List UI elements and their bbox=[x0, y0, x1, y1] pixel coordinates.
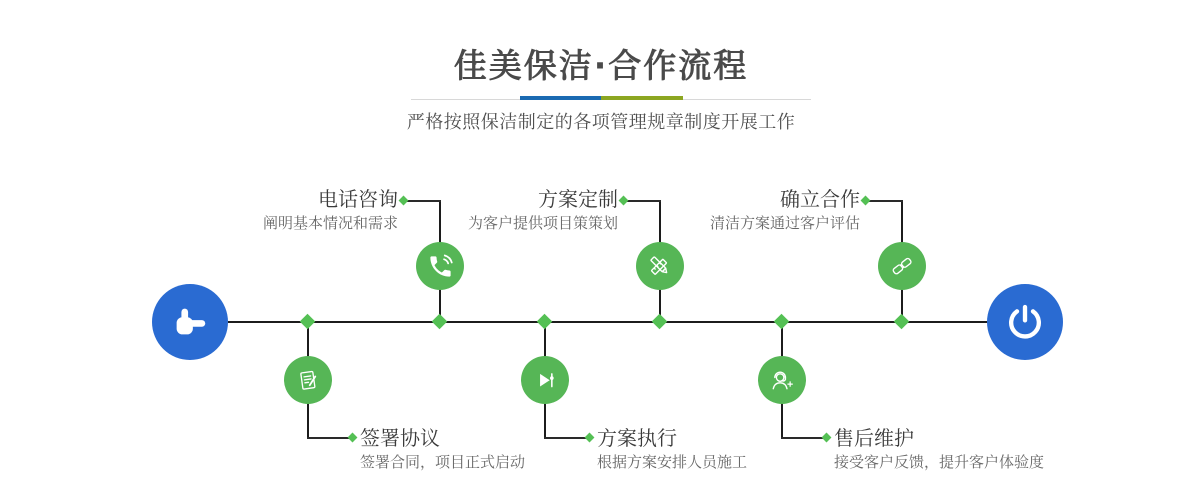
handshake-icon bbox=[887, 251, 917, 281]
step-title: 确立合作 bbox=[780, 187, 860, 211]
step-node-handshake bbox=[878, 242, 926, 290]
step-label-execute bbox=[597, 428, 747, 470]
timeline-line bbox=[228, 321, 988, 323]
timeline-diamond bbox=[432, 314, 448, 330]
label-diamond bbox=[348, 433, 358, 443]
step-title: 方案定制 bbox=[538, 187, 618, 211]
connector-line bbox=[406, 200, 441, 202]
step-node-design bbox=[636, 242, 684, 290]
step-desc: 清洁方案通过客户评估 bbox=[709, 214, 860, 232]
timeline-diamond bbox=[652, 314, 668, 330]
label-diamond bbox=[399, 196, 409, 206]
timeline-diamond bbox=[537, 314, 553, 330]
timeline-start-circle bbox=[152, 284, 228, 360]
phone-icon bbox=[427, 253, 454, 280]
label-diamond bbox=[585, 433, 595, 443]
connector-line bbox=[626, 200, 661, 202]
headset-agent-icon bbox=[767, 365, 797, 395]
timeline-diamond bbox=[300, 314, 316, 330]
connector-line bbox=[868, 200, 903, 202]
label-diamond bbox=[822, 433, 832, 443]
timeline-end-circle bbox=[987, 284, 1063, 360]
step-desc: 阐明基本情况和需求 bbox=[262, 214, 398, 232]
hand-point-icon bbox=[169, 301, 211, 343]
step-node-contract bbox=[284, 356, 332, 404]
label-diamond bbox=[619, 196, 629, 206]
divider-accent-blue bbox=[520, 96, 601, 100]
divider-accent-green bbox=[601, 96, 683, 100]
power-icon bbox=[1005, 302, 1045, 342]
play-slider-icon bbox=[531, 366, 560, 395]
label-diamond bbox=[861, 196, 871, 206]
step-desc: 为客户提供项目策策划 bbox=[467, 214, 618, 232]
step-title: 售后维护 bbox=[834, 426, 914, 450]
design-tools-icon bbox=[645, 251, 675, 281]
step-label-handshake bbox=[710, 189, 860, 231]
step-title: 签署协议 bbox=[360, 426, 440, 450]
timeline-diamond bbox=[774, 314, 790, 330]
contract-icon bbox=[294, 366, 323, 395]
step-label-design bbox=[468, 189, 618, 231]
step-node-execute bbox=[521, 356, 569, 404]
step-label-phone bbox=[263, 189, 398, 231]
step-desc: 接受客户反馈，提升客户体验度 bbox=[834, 453, 1045, 471]
connector-line bbox=[307, 437, 349, 439]
step-title: 方案执行 bbox=[597, 426, 677, 450]
step-node-phone bbox=[416, 242, 464, 290]
connector-line bbox=[781, 437, 823, 439]
step-desc: 根据方案安排人员施工 bbox=[597, 453, 748, 471]
step-label-aftersale bbox=[834, 428, 1044, 470]
step-title: 电话咨询 bbox=[318, 187, 398, 211]
timeline-diamond bbox=[894, 314, 910, 330]
step-desc: 签署合同，项目正式启动 bbox=[360, 453, 526, 471]
page-title: 佳美保洁·合作流程 bbox=[453, 46, 749, 85]
page-subtitle: 严格按照保洁制定的各项管理规章制度开展工作 bbox=[406, 112, 796, 133]
step-label-contract bbox=[360, 428, 525, 470]
step-node-aftersale bbox=[758, 356, 806, 404]
connector-line bbox=[544, 437, 586, 439]
